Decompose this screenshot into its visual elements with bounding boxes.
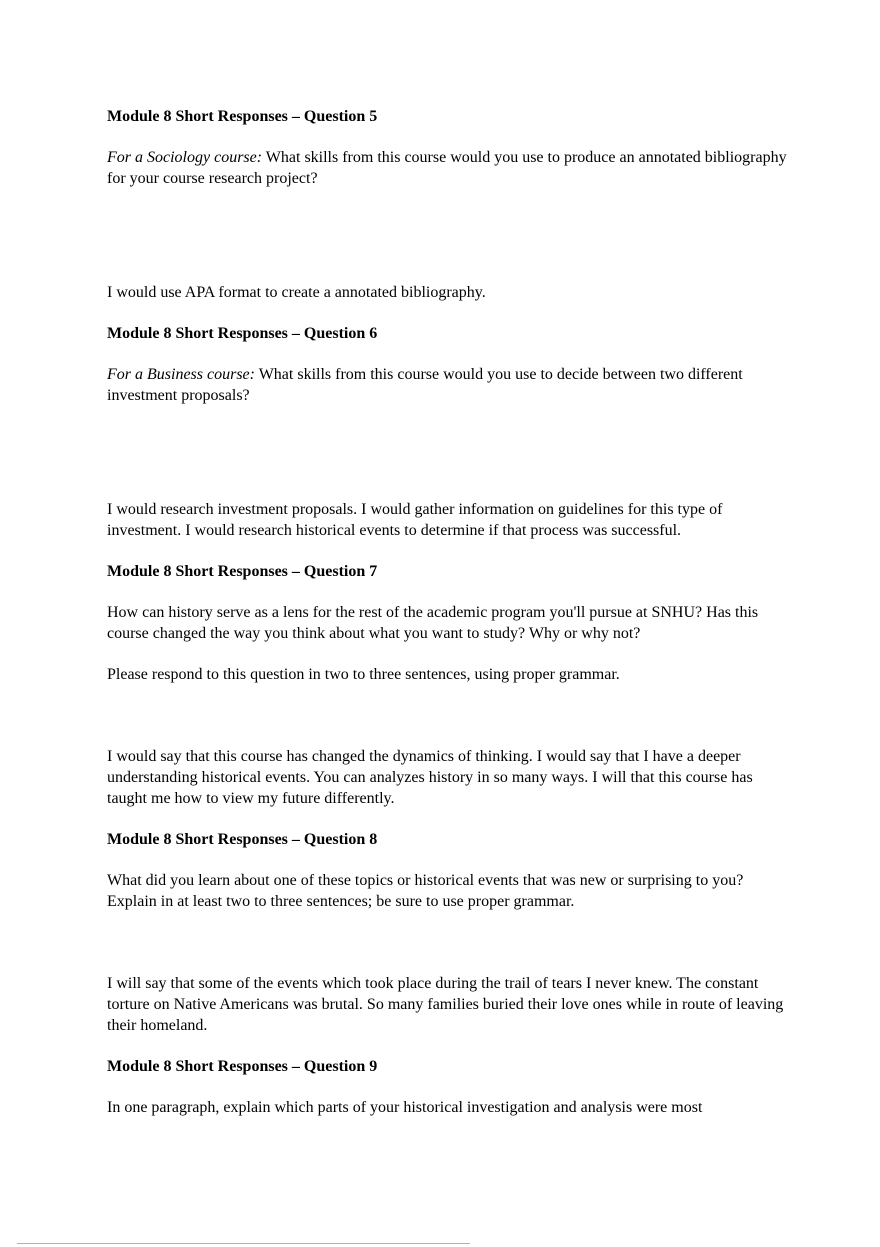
question-5-prompt-text: What skills from this course would you use to produce an annotated bibliography for your course research project? — [107, 149, 787, 187]
question-5-prompt — [107, 147, 787, 189]
question-8-answer: I will say that some of the events which took place during the trail of tears I never knew. The constant torture on Native Americans was brutal. So many families buried their love ones while in route of leaving their homeland. — [107, 975, 784, 1034]
question-8-prompt: What did you learn about one of these topics or historical events that was new or surprising to you? Explain in at least two to three sentences; be sure to use proper grammar. — [107, 872, 744, 910]
question-9-prompt: In one paragraph, explain which parts of your historical investigation and analysis were most — [107, 1099, 703, 1116]
document-page — [107, 106, 787, 1118]
question-9-heading: Module 8 Short Responses – Question 9 — [107, 1058, 378, 1075]
question-7-heading: Module 8 Short Responses – Question 7 — [107, 563, 378, 580]
question-5-prompt-label: For a Sociology course: — [107, 149, 263, 166]
question-6-prompt-text: What skills from this course would you use to decide between two different investment proposals? — [107, 366, 743, 404]
question-7-instruction: Please respond to this question in two to three sentences, using proper grammar. — [107, 666, 620, 683]
question-5-answer: I would use APA format to create a annotated bibliography. — [107, 284, 486, 301]
question-7-prompt: How can history serve as a lens for the rest of the academic program you'll pursue at SNHU? Has this course changed the way you think about what you want to study? Why or why not? — [107, 604, 759, 642]
question-6-heading: Module 8 Short Responses – Question 6 — [107, 325, 378, 342]
question-8-heading: Module 8 Short Responses – Question 8 — [107, 831, 378, 848]
question-7-answer: I would say that this course has changed the dynamics of thinking. I would say that I have a deeper understanding historical events. You can analyzes history in so many ways. I will that this course has taught me how to view my future differently. — [107, 748, 753, 807]
footer-divider — [17, 1243, 470, 1244]
question-6-prompt-label: For a Business course: — [107, 366, 255, 383]
question-5-heading: Module 8 Short Responses – Question 5 — [107, 108, 378, 125]
question-6-answer: I would research investment proposals. I would gather information on guidelines for this type of investment. I would research historical events to determine if that process was successful. — [107, 501, 723, 539]
question-6-prompt — [107, 364, 787, 406]
